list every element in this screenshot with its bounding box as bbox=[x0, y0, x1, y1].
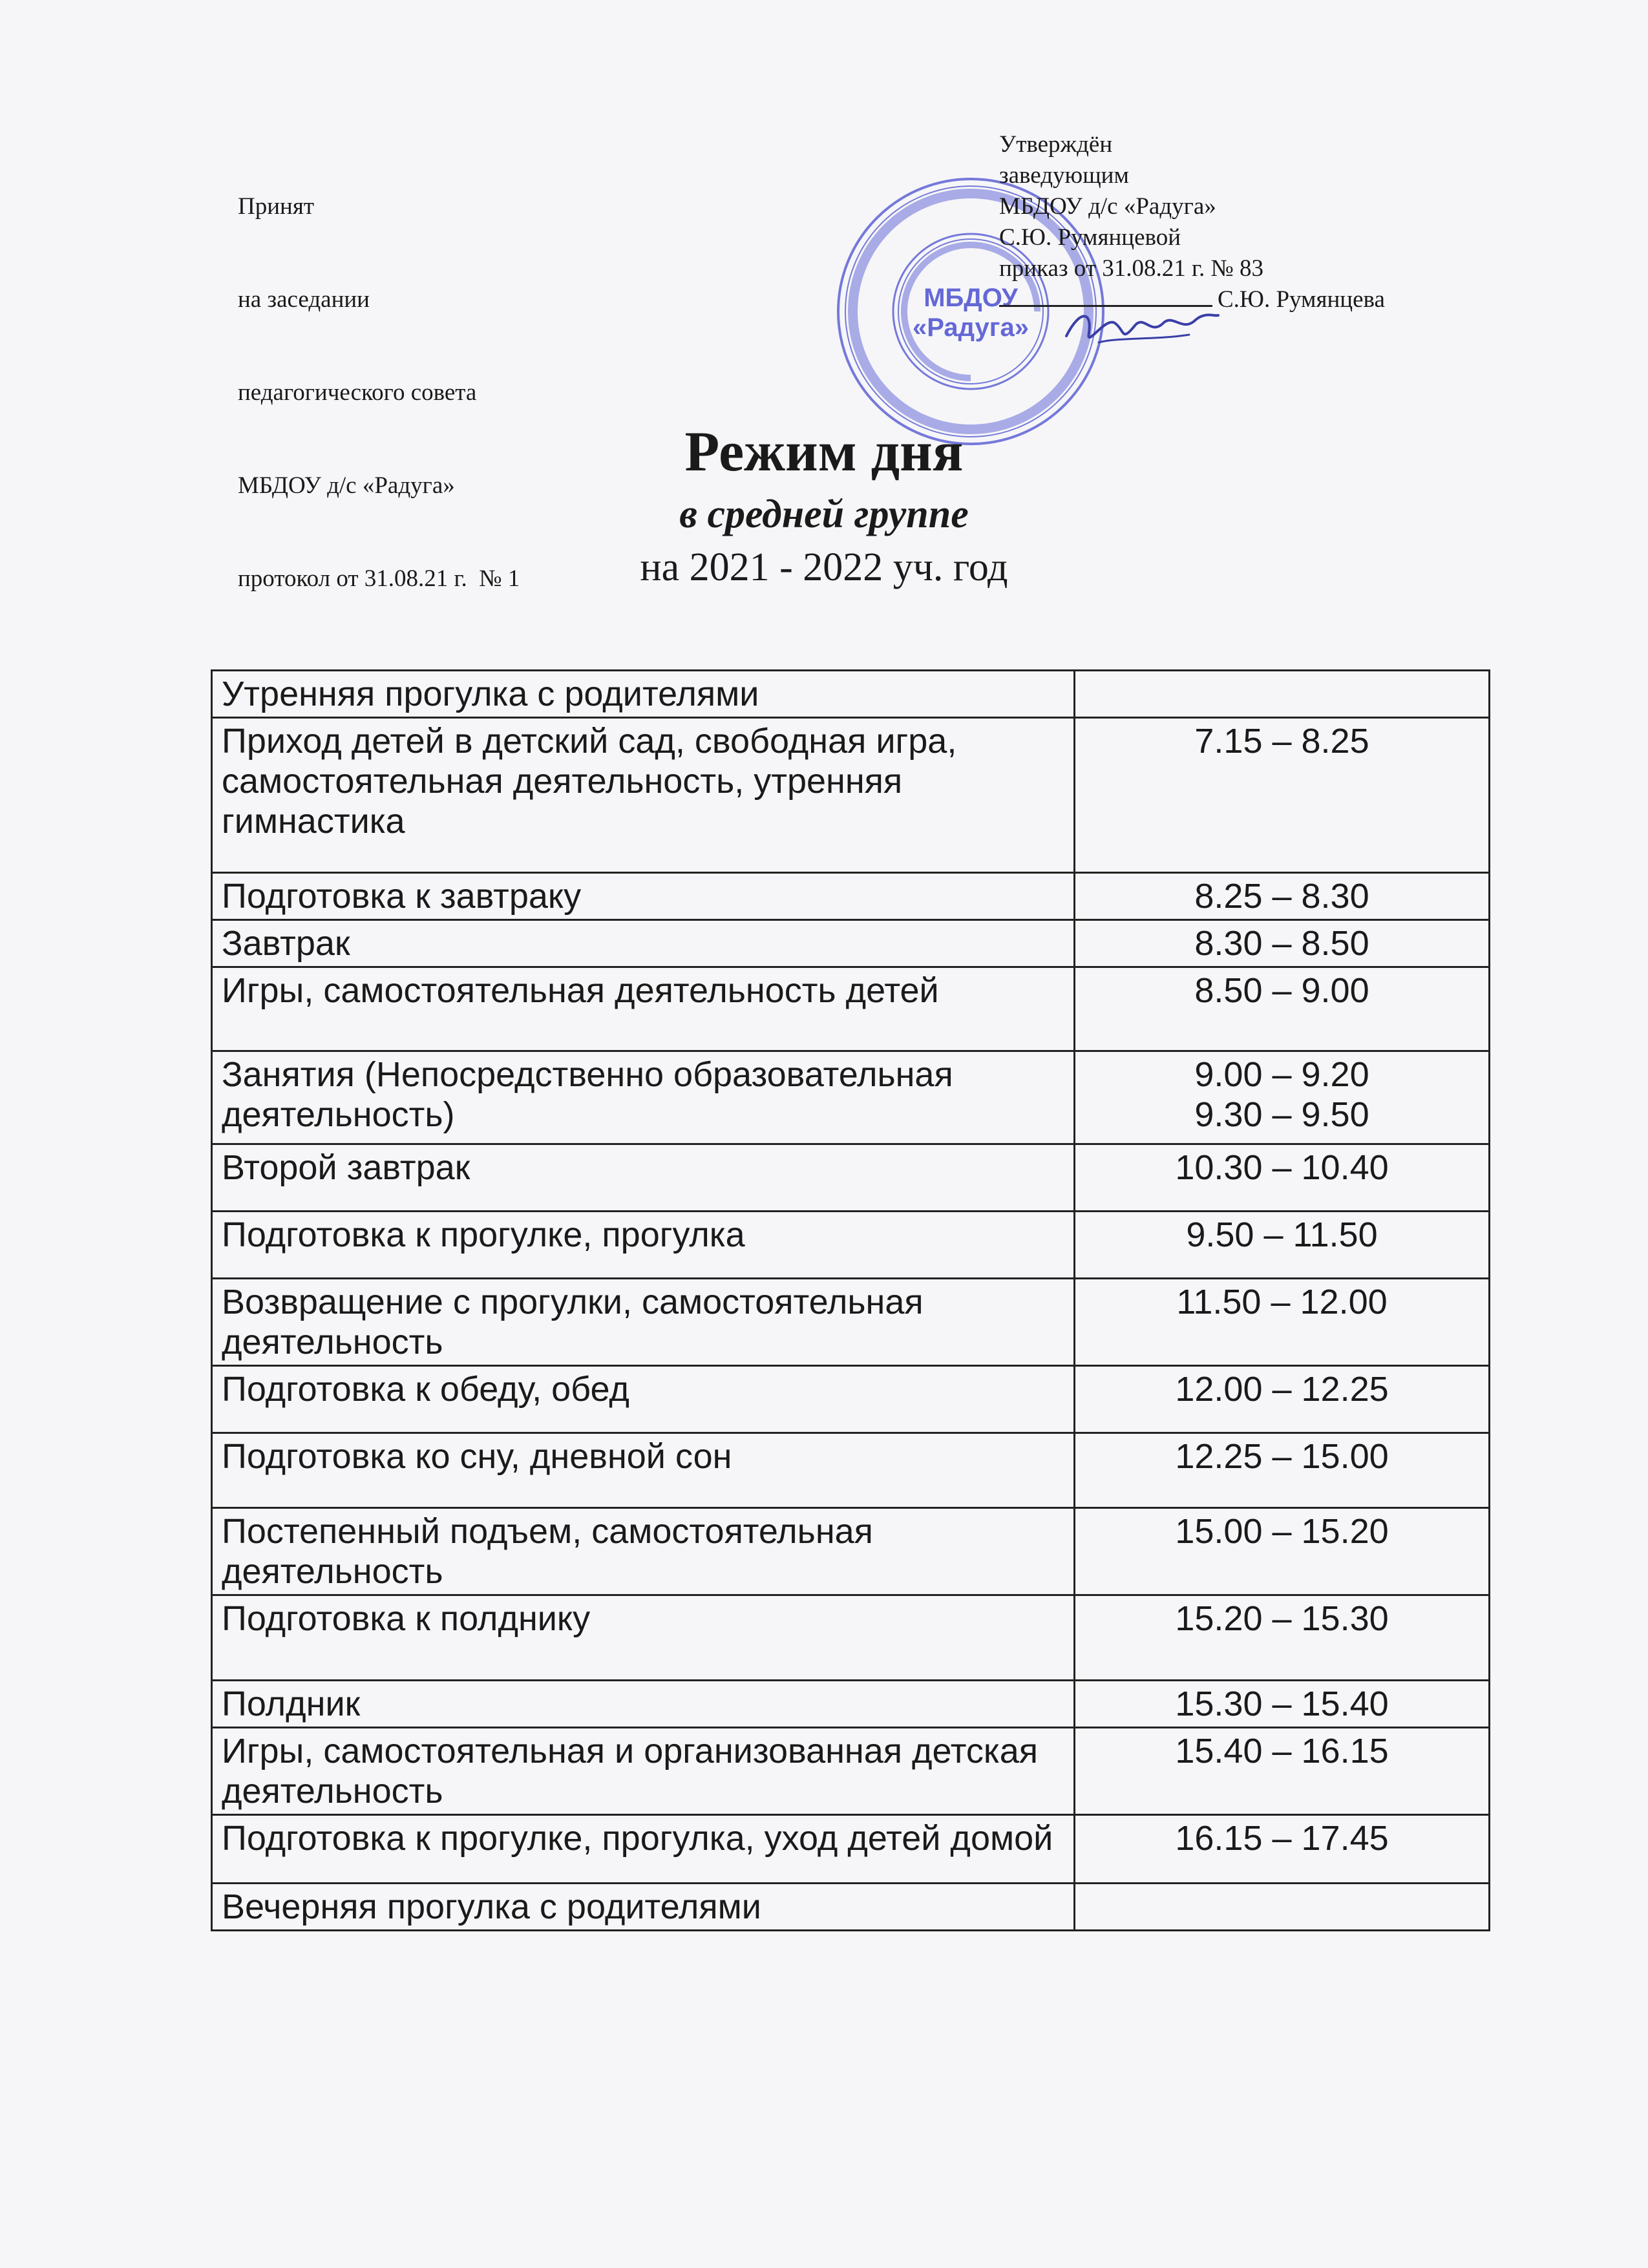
schedule-row bbox=[212, 1884, 1490, 1931]
schedule-time: 8.25 – 8.30 bbox=[1075, 873, 1490, 920]
schedule-time: 16.15 – 17.45 bbox=[1075, 1815, 1490, 1884]
schedule-time bbox=[1075, 1884, 1490, 1931]
schedule-row bbox=[212, 1508, 1490, 1595]
schedule-activity: Подготовка к прогулке, прогулка bbox=[212, 1212, 1075, 1279]
schedule-row bbox=[212, 1279, 1490, 1366]
schedule-row bbox=[212, 718, 1490, 873]
header-right-line: заведующим bbox=[999, 162, 1129, 189]
schedule-time: 15.00 – 15.20 bbox=[1075, 1508, 1490, 1595]
schedule-time: 8.50 – 9.00 bbox=[1075, 967, 1490, 1051]
handwritten-signature-icon bbox=[1060, 297, 1221, 355]
schedule-row bbox=[212, 920, 1490, 967]
header-left-line: Принят bbox=[238, 193, 315, 220]
stamp-center-line: «Радуга» bbox=[913, 313, 1029, 342]
schedule-time: 8.30 – 8.50 bbox=[1075, 920, 1490, 967]
schedule-activity: Полдник bbox=[212, 1681, 1075, 1728]
schedule-activity: Утренняя прогулка с родителями bbox=[212, 671, 1075, 718]
schedule-row bbox=[212, 1366, 1490, 1433]
approval-block-right bbox=[999, 129, 1385, 315]
stamp-center-line: МБДОУ bbox=[924, 284, 1018, 312]
schedule-activity: Подготовка к полднику bbox=[212, 1595, 1075, 1681]
schedule-activity: Игры, самостоятельная деятельность детей bbox=[212, 967, 1075, 1051]
schedule-activity: Вечерняя прогулка с родителями bbox=[212, 1884, 1075, 1931]
schedule-row bbox=[212, 1595, 1490, 1681]
schedule-row bbox=[212, 1728, 1490, 1815]
schedule-time bbox=[1075, 671, 1490, 718]
header-left-line: протокол от 31.08.21 г. № 1 bbox=[238, 565, 520, 592]
document-subtitle: в средней группе bbox=[679, 492, 969, 536]
schedule-row bbox=[212, 1144, 1490, 1212]
schedule-time: 15.20 – 15.30 bbox=[1075, 1595, 1490, 1681]
schedule-activity: Подготовка к завтраку bbox=[212, 873, 1075, 920]
schedule-row bbox=[212, 873, 1490, 920]
schedule-activity: Возвращение с прогулки, самостоятельная деятельность bbox=[212, 1279, 1075, 1366]
header-right-line: Утверждён bbox=[999, 131, 1113, 158]
schedule-row bbox=[212, 967, 1490, 1051]
schedule-time: 9.00 – 9.20 9.30 – 9.50 bbox=[1075, 1051, 1490, 1144]
schedule-activity: Подготовка к обеду, обед bbox=[212, 1366, 1075, 1433]
schedule-row bbox=[212, 1815, 1490, 1884]
schedule-activity: Приход детей в детский сад, свободная игра, самостоятельная деятельность, утренняя гимнастика bbox=[212, 718, 1075, 873]
schedule-activity: Постепенный подъем, самостоятельная деятельность bbox=[212, 1508, 1075, 1595]
document-title-block bbox=[0, 420, 1648, 594]
schedule-row bbox=[212, 671, 1490, 718]
schedule-time: 11.50 – 12.00 bbox=[1075, 1279, 1490, 1366]
header-right-line: МБДОУ д/с «Радуга» bbox=[999, 193, 1216, 220]
schedule-time: 7.15 – 8.25 bbox=[1075, 718, 1490, 873]
schedule-time: 15.30 – 15.40 bbox=[1075, 1681, 1490, 1728]
schedule-time: 10.30 – 10.40 bbox=[1075, 1144, 1490, 1212]
schedule-activity: Второй завтрак bbox=[212, 1144, 1075, 1212]
schedule-activity: Подготовка к прогулке, прогулка, уход детей домой bbox=[212, 1815, 1075, 1884]
schedule-time: 9.50 – 11.50 bbox=[1075, 1212, 1490, 1279]
document-title: Режим дня bbox=[684, 421, 964, 483]
schedule-row bbox=[212, 1681, 1490, 1728]
header-left-line: на заседании bbox=[238, 286, 370, 313]
schedule-time: 12.25 – 15.00 bbox=[1075, 1433, 1490, 1508]
signature-name: С.Ю. Румянцева bbox=[1218, 286, 1385, 313]
header-left-line: педагогического совета bbox=[238, 379, 477, 406]
daily-schedule-table bbox=[211, 669, 1490, 1931]
schedule-row bbox=[212, 1051, 1490, 1144]
schedule-activity: Подготовка ко сну, дневной сон bbox=[212, 1433, 1075, 1508]
header-left-line: МБДОУ д/с «Радуга» bbox=[238, 472, 455, 499]
header-right-line: С.Ю. Румянцевой bbox=[999, 224, 1181, 251]
schedule-time: 15.40 – 16.15 bbox=[1075, 1728, 1490, 1815]
document-year: на 2021 - 2022 уч. год bbox=[640, 545, 1008, 589]
schedule-row bbox=[212, 1212, 1490, 1279]
schedule-activity: Занятия (Непосредственно образовательная деятельность) bbox=[212, 1051, 1075, 1144]
schedule-activity: Игры, самостоятельная и организованная детская деятельность bbox=[212, 1728, 1075, 1815]
schedule-row bbox=[212, 1433, 1490, 1508]
header-right-line: приказ от 31.08.21 г. № 83 bbox=[999, 255, 1264, 282]
schedule-activity: Завтрак bbox=[212, 920, 1075, 967]
schedule-time: 12.00 – 12.25 bbox=[1075, 1366, 1490, 1433]
